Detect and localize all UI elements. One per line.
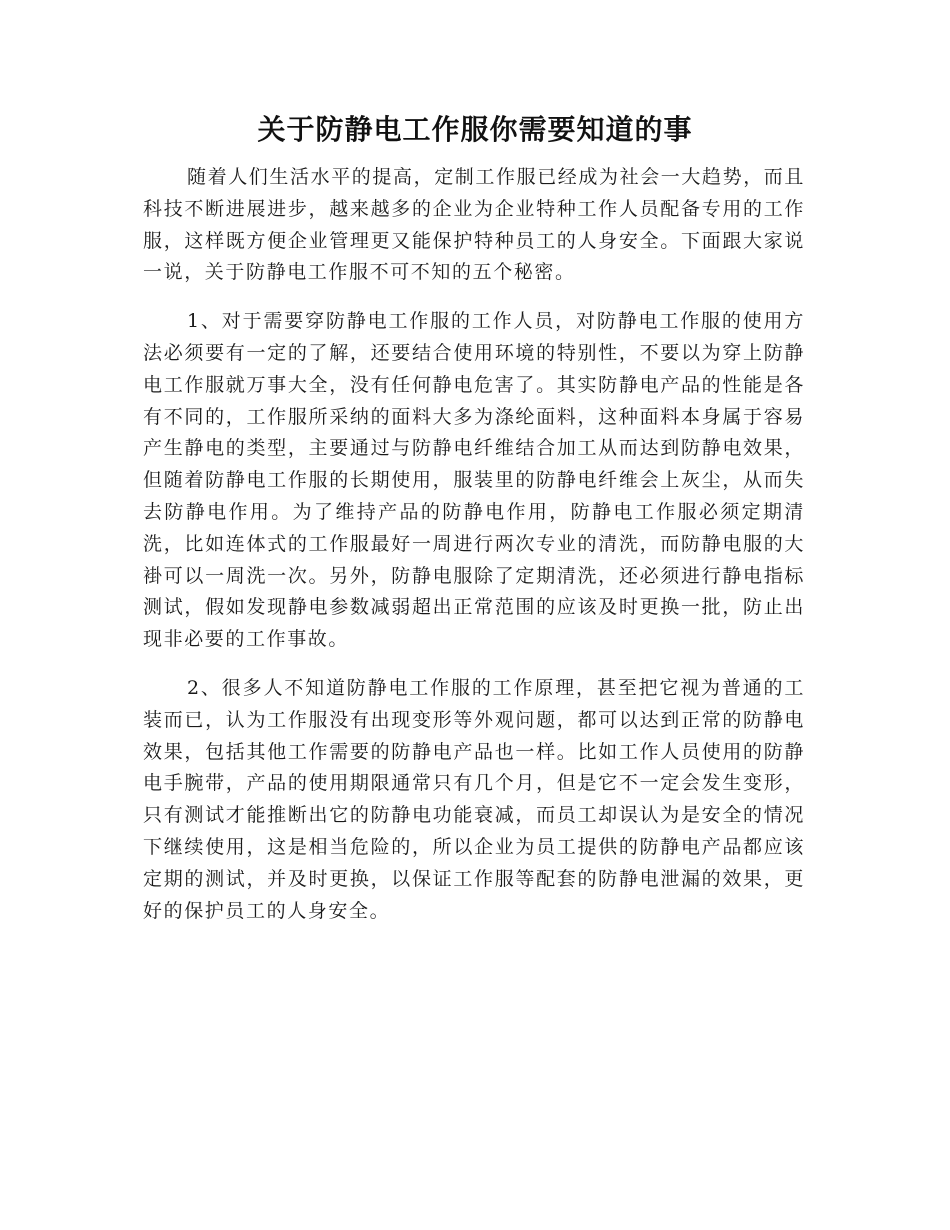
document-body bbox=[143, 162, 805, 927]
paragraph-point-1: 1、对于需要穿防静电工作服的工作人员，对防静电工作服的使用方法必须要有一定的了解，还要结合使用环境的特别性，不要以为穿上防静电工作服就万事大全，没有任何静电危害了。其实防静电产品的性能是各有不同的，工作服所采纳的面料大多为涤纶面料，这种面料本身属于容易产生静电的类型，主要通过与防静电纤维结合加工从而达到防静电效果，但随着防静电工作服的长期使用，服装里的防静电纤维会上灰尘，从而失去防静电作用。为了维持产品的防静电作用，防静电工作服必须定期清洗，比如连体式的工作服最好一周进行两次专业的清洗，而防静电服的大褂可以一周洗一次。另外，防静电服除了定期清洗，还必须进行静电指标测试，假如发现静电参数减弱超出正常范围的应该及时更换一批，防止出现非必要的工作事故。 bbox=[143, 310, 805, 651]
document-title: 关于防静电工作服你需要知道的事 bbox=[257, 113, 693, 146]
paragraph-intro: 随着人们生活水平的提高，定制工作服已经成为社会一大趋势，而且科技不断进展进步，越来越多的企业为企业特种工作人员配备专用的工作服，这样既方便企业管理更又能保护特种员工的人身安全。下面跟大家说一说，关于防静电工作服不可不知的五个秘密。 bbox=[143, 166, 806, 284]
paragraph-point-2: 2、很多人不知道防静电工作服的工作原理，甚至把它视为普通的工装而已，认为工作服没有出现变形等外观问题，都可以达到正常的防静电效果，包括其他工作需要的防静电产品也一样。比如工作人员使用的防静电手腕带，产品的使用期限通常只有几个月，但是它不一定会发生变形，只有测试才能推断出它的防静电功能衰减，而员工却误认为是安全的情况下继续使用，这是相当危险的，所以企业为员工提供的防静电产品都应该定期的测试，并及时更换，以保证工作服等配套的防静电泄漏的效果，更好的保护员工的人身安全。 bbox=[143, 676, 805, 922]
